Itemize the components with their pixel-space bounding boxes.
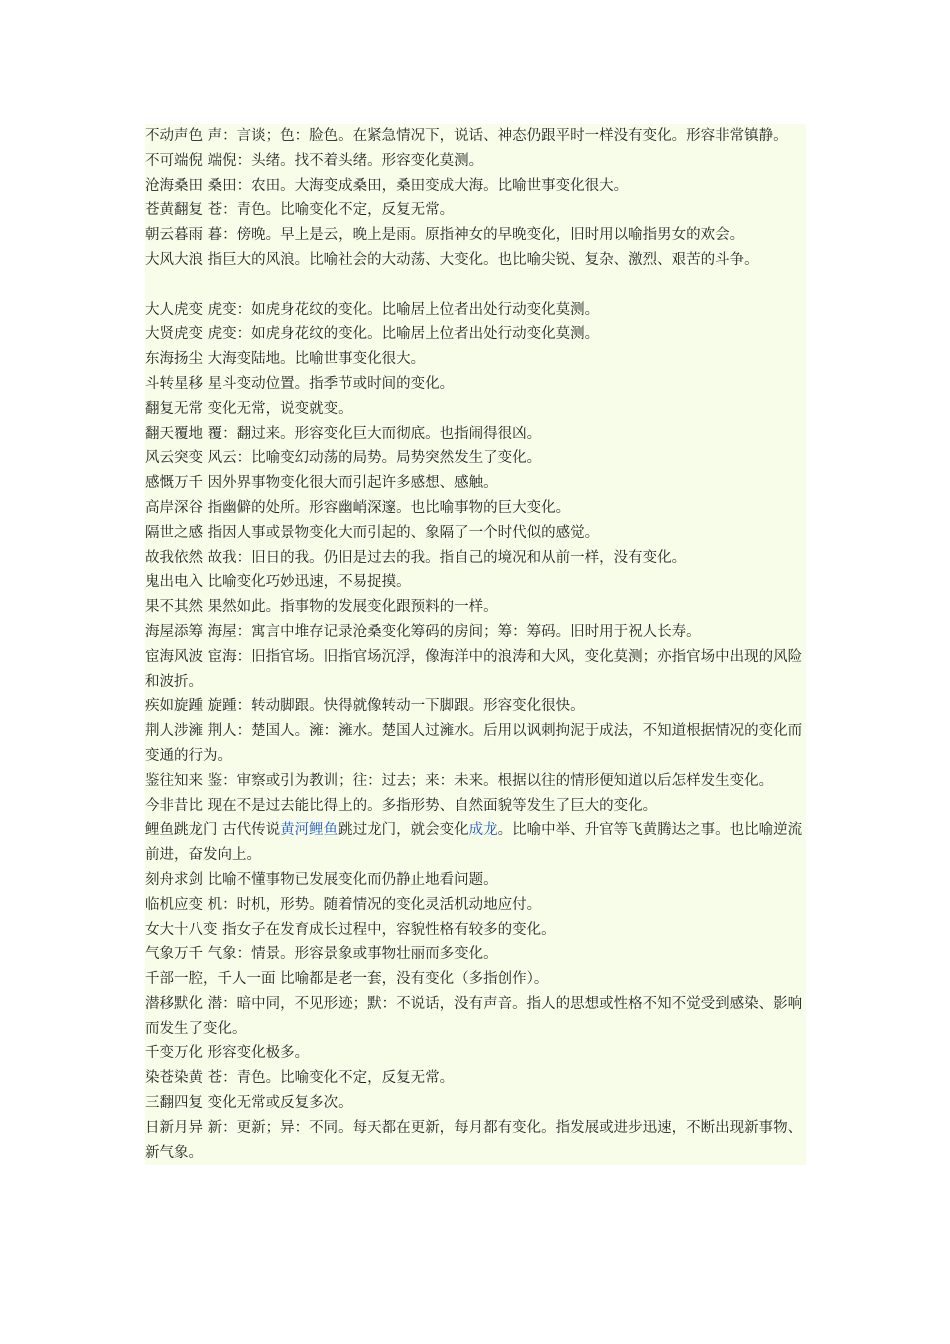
idiom-entry: 果不其然 果然如此。指事物的发展变化跟预料的一样。 bbox=[145, 599, 498, 616]
idiom-entry: 苍黄翻复 苍：青色。比喻变化不定，反复无常。 bbox=[145, 202, 455, 219]
idiom-list bbox=[145, 124, 806, 1165]
idiom-entry: 沧海桑田 桑田：农田。大海变成桑田，桑田变成大海。比喻世事变化很大。 bbox=[145, 177, 629, 194]
idiom-entry: 不动声色 声：言谈；色：脸色。在紧急情况下，说话、神态仍跟平时一样没有变化。形容非常镇静。 bbox=[145, 128, 788, 144]
idiom-entry: 临机应变 机：时机，形势。随着情况的变化灵活机动地应付。 bbox=[145, 896, 542, 913]
idiom-entry: 风云突变 风云：比喻变幻动荡的局势。局势突然发生了变化。 bbox=[145, 450, 542, 467]
idiom-entry: 染苍染黄 苍：青色。比喻变化不定，反复无常。 bbox=[145, 1070, 455, 1087]
idiom-entry: 大贤虎变 虎变：如虎身花纹的变化。比喻居上位者出处行动变化莫测。 bbox=[145, 326, 600, 343]
idiom-entry: 故我依然 故我：旧日的我。仍旧是过去的我。指自己的境况和从前一样，没有变化。 bbox=[145, 549, 687, 566]
idiom-entry: 千部一腔，千人一面 比喻都是老一套，没有变化（多指创作）。 bbox=[145, 971, 549, 988]
idiom-entry: 刻舟求剑 比喻不懂事物已发展变化而仍静止地看问题。 bbox=[145, 871, 498, 888]
idiom-entry: 鉴往知来 鉴：审察或引为教训；往：过去；来：未来。根据以往的情形便知道以后怎样发生变化。 bbox=[145, 772, 774, 789]
link-chenglong[interactable]: 成龙 bbox=[468, 822, 498, 839]
idiom-entry: 高岸深谷 指幽僻的处所。形容幽峭深邃。也比喻事物的巨大变化。 bbox=[145, 499, 571, 516]
idiom-entry-liyu bbox=[145, 818, 806, 868]
idiom-entry: 东海扬尘 大海变陆地。比喻世事变化很大。 bbox=[145, 351, 426, 368]
idiom-entry: 潜移默化 潜：暗中同，不见形迹；默：不说话，没有声音。指人的思想或性格不知不觉受到感染、影响而发生了变化。 bbox=[145, 995, 803, 1037]
entry-text: 。比喻中举、升官等飞黄腾达之事。也比喻逆流前进，奋发向上。 bbox=[145, 822, 803, 864]
entry-text: 跳过龙门，就会变化 bbox=[338, 822, 469, 839]
idiom-entry: 疾如旋踵 旋踵：转动脚跟。快得就像转动一下脚跟。形容变化很快。 bbox=[145, 698, 585, 715]
entry-text: 鲤鱼跳龙门 古代传说 bbox=[145, 822, 281, 839]
idiom-entry: 宦海风波 宦海：旧指官场。旧指官场沉浮，像海洋中的浪涛和大风，变化莫测；亦指官场中出现的风险和波折。 bbox=[145, 648, 803, 690]
idiom-entry: 不可端倪 端倪：头绪。找不着头绪。形容变化莫测。 bbox=[145, 152, 484, 169]
idiom-entry: 日新月异 新：更新；异：不同。每天都在更新，每月都有变化。指发展或进步迅速，不断出现新事物、新气象。 bbox=[145, 1119, 803, 1161]
idiom-entry: 鬼出电入 比喻变化巧妙迅速，不易捉摸。 bbox=[145, 574, 411, 591]
idiom-entry: 三翻四复 变化无常或反复多次。 bbox=[145, 1095, 353, 1112]
idiom-entry: 斗转星移 星斗变动位置。指季节或时间的变化。 bbox=[145, 375, 455, 392]
idiom-entry: 感慨万千 因外界事物变化很大而引起许多感想、感触。 bbox=[145, 475, 498, 492]
idiom-entry: 今非昔比 现在不是过去能比得上的。多指形势、自然面貌等发生了巨大的变化。 bbox=[145, 797, 658, 814]
idiom-entry: 气象万千 气象：情景。形容景象或事物壮丽而多变化。 bbox=[145, 946, 498, 963]
idiom-entry: 大风大浪 指巨大的风浪。比喻社会的大动荡、大变化。也比喻尖锐、复杂、激烈、艰苦的斗争。 bbox=[145, 251, 759, 268]
idiom-entry: 荆人涉澭 荆人：楚国人。澭：澭水。楚国人过澭水。后用以讽刺拘泥于成法，不知道根据情况的变化而变通的行为。 bbox=[145, 723, 803, 764]
link-huanghe-liyu[interactable]: 黄河鲤鱼 bbox=[280, 822, 339, 839]
idiom-entry: 隔世之感 指因人事或景物变化大而引起的、象隔了一个时代似的感觉。 bbox=[145, 524, 600, 541]
idiom-entry: 翻复无常 变化无常，说变就变。 bbox=[145, 400, 353, 417]
idiom-entry: 千变万化 形容变化极多。 bbox=[145, 1045, 310, 1062]
idiom-entry: 大人虎变 虎变：如虎身花纹的变化。比喻居上位者出处行动变化莫测。 bbox=[145, 301, 600, 318]
blank-line bbox=[145, 273, 806, 298]
idiom-entry: 朝云暮雨 暮：傍晚。早上是云，晚上是雨。原指神女的早晚变化，旧时用以喻指男女的欢会。 bbox=[145, 227, 745, 244]
idiom-entry: 翻天覆地 覆：翻过来。形容变化巨大而彻底。也指闹得很凶。 bbox=[145, 425, 542, 442]
idiom-entry: 女大十八变 指女子在发育成长过程中，容貌性格有较多的变化。 bbox=[145, 921, 556, 938]
idiom-entry: 海屋添筹 海屋：寓言中堆存记录沧桑变化筹码的房间；筹：筹码。旧时用于祝人长寿。 bbox=[145, 623, 701, 640]
